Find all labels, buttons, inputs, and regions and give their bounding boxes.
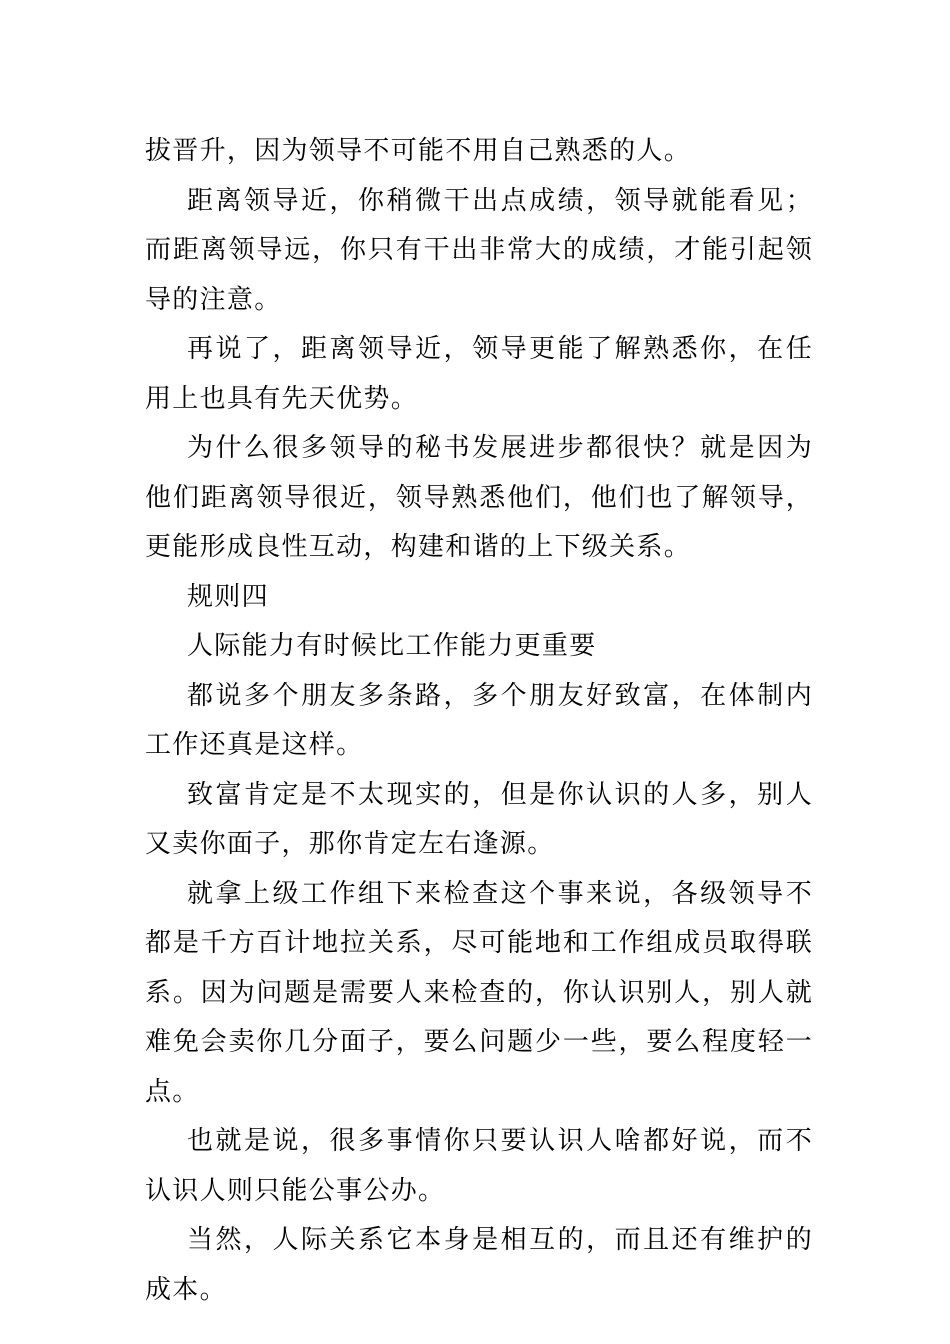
paragraph: 当然，人际关系它本身是相互的，而且还有维护的成本。 xyxy=(145,1225,813,1305)
paragraph: 为什么很多领导的秘书发展进步都很快？就是因为他们距离领导很近，领导熟悉他们，他们也了解领导，更能形成良性互动，构建和谐的上下级关系。 xyxy=(145,433,813,562)
paragraph: 就拿上级工作组下来检查这个事来说，各级领导不都是千方百计地拉关系，尽可能地和工作组成员取得联系。因为问题是需要人来检查的，你认识别人，别人就难免会卖你几分面子，要么问题少一些，要么程度轻一点。 xyxy=(145,878,813,1107)
section-subtitle: 人际能力有时候比工作能力更重要 xyxy=(187,631,597,661)
document-body xyxy=(145,127,813,1315)
paragraph: 距离领导近，你稍微干出点成绩，领导就能看见；而距离领导远，你只有干出非常大的成绩，才能引起领导的注意。 xyxy=(145,185,813,315)
paragraph: 再说了，距离领导近，领导更能了解熟悉你，在任用上也具有先天优势。 xyxy=(145,334,813,414)
paragraph: 都说多个朋友多条路，多个朋友好致富，在体制内工作还真是这样。 xyxy=(145,680,813,760)
section-heading-rule-four: 规则四 xyxy=(187,581,269,612)
paragraph: 致富肯定是不太现实的，但是你认识的人多，别人又卖你面子，那你肯定左右逢源。 xyxy=(145,779,813,859)
paragraph: 也就是说，很多事情你只要认识人啥都好说，而不认识人则只能公事公办。 xyxy=(145,1126,813,1206)
paragraph: 拔晋升，因为领导不可能不用自己熟悉的人。 xyxy=(145,136,692,166)
